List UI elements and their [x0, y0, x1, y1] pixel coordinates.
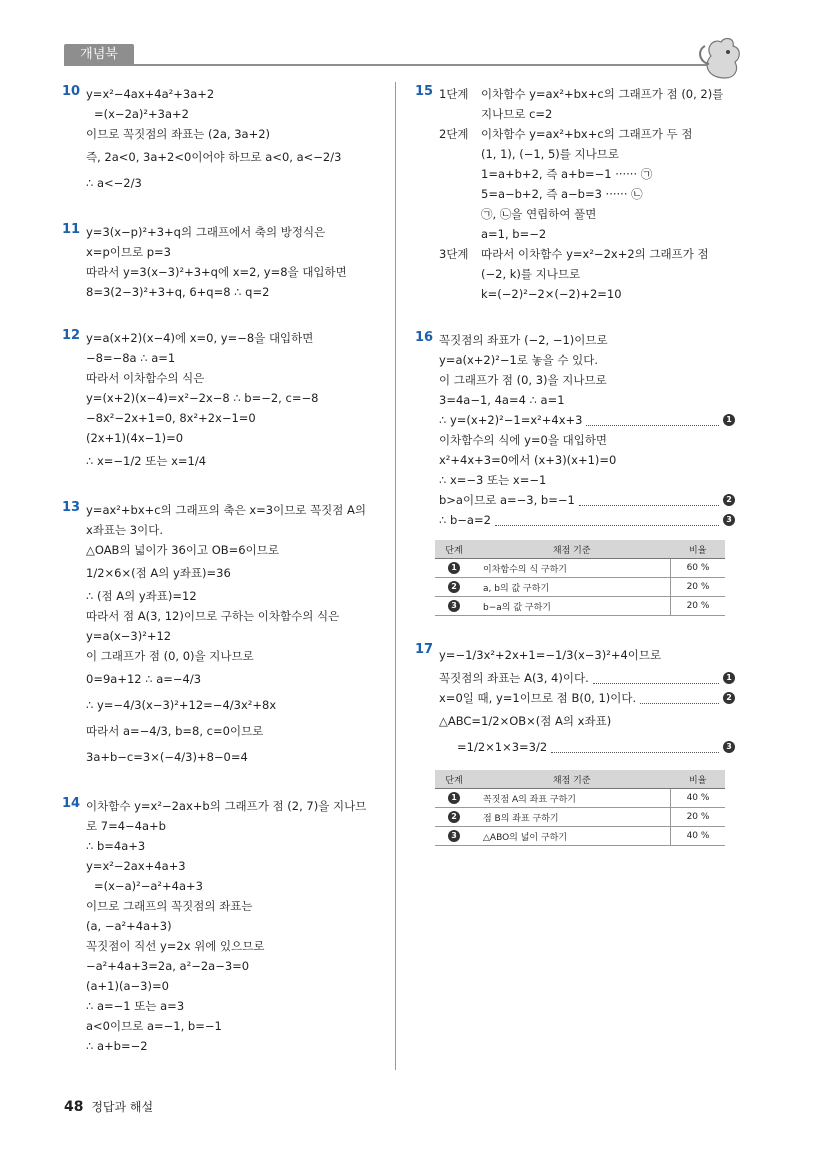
solution-line: (2x+1)(4x−1)=0: [86, 431, 184, 445]
solution-line: y=a(x+2)²−1로 놓을 수 있다.: [439, 353, 599, 367]
solution-line: 0=9a+12 ∴ a=−4/3: [86, 672, 202, 686]
solution-line: y=a(x−3)²+12: [86, 629, 172, 643]
solution-line: y=x²−2ax+4a+3: [86, 859, 186, 873]
solution-line: [439, 688, 735, 708]
table-cell: 20 %: [671, 578, 726, 597]
solution-line: 즉, 2a<0, 3a+2<0이어야 하므로 a<0, a<−2/3: [86, 150, 342, 164]
squirrel-mascot-icon: [695, 34, 745, 82]
solution-line: (−2, k)를 지나므로: [481, 267, 581, 281]
solution-line: 3a+b−c=3×(−4/3)+8−0=4: [86, 750, 248, 764]
scoring-table: [435, 770, 725, 846]
problem-16: [415, 330, 735, 616]
table-header: 비율: [671, 540, 726, 559]
solution-line: y=a(x+2)(x−4)에 x=0, y=−8을 대입하면: [86, 331, 314, 345]
section-tab: 개념북: [64, 44, 134, 66]
solution-line: (a+1)(a−3)=0: [86, 979, 169, 993]
solution-line: ∴ a<−2/3: [86, 176, 142, 190]
table-row: [435, 827, 725, 846]
solution-line: 꼭짓점이 직선 y=2x 위에 있으므로: [86, 939, 265, 953]
step-marker-icon: 1: [723, 414, 735, 426]
solution-line: ∴ y=−4/3(x−3)²+12=−4/3x²+8x: [86, 698, 277, 712]
step-marker-icon: 1: [723, 672, 735, 684]
problem-number: 13: [62, 500, 81, 515]
solution-line: 이므로 꼭짓점의 좌표는 (2a, 3a+2): [86, 127, 271, 141]
solution-line: y=3(x−p)²+3+q의 그래프에서 축의 방정식은: [86, 225, 326, 239]
problem-number: 14: [62, 796, 81, 811]
table-cell: b−a의 값 구하기: [473, 597, 671, 616]
solution-line: (1, 1), (−1, 5)를 지나므로: [481, 147, 619, 161]
solution-line: 로 7=4−4a+b: [86, 819, 166, 833]
dotted-leader: [579, 495, 719, 506]
solution-line: 이차함수의 식에 y=0을 대입하면: [439, 433, 608, 447]
table-row: [435, 559, 725, 578]
table-header-row: [435, 770, 725, 789]
solution-text: ∴ y=(x+2)²−1=x²+4x+3: [439, 413, 583, 427]
table-cell: 20 %: [671, 808, 726, 827]
table-cell: 꼭짓점 A의 좌표 구하기: [473, 789, 671, 808]
table-cell: 20 %: [671, 597, 726, 616]
solution-line: x좌표는 3이다.: [86, 523, 163, 537]
table-row: [435, 578, 725, 597]
step-marker-icon: 2: [723, 494, 735, 506]
step-marker-icon: 2: [448, 811, 460, 823]
solution-line: 이차함수 y=ax²+bx+c의 그래프가 점 (0, 2)를: [481, 87, 724, 101]
solution-line: [439, 510, 735, 530]
column-divider: [395, 82, 396, 1070]
solution-line: 1=a+b+2, 즉 a+b=−1 ······ ㉠: [481, 167, 653, 181]
solution-line: 이므로 그래프의 꼭짓점의 좌표는: [86, 899, 253, 913]
table-header: 단계: [435, 540, 473, 559]
solution-text: 꼭짓점의 좌표는 A(3, 4)이다.: [439, 671, 589, 685]
step-label: 3단계: [439, 247, 469, 261]
step-marker-icon: 1: [448, 562, 460, 574]
header-rule: [64, 64, 714, 66]
solution-line: 따라서 점 A(3, 12)이므로 구하는 이차함수의 식은: [86, 609, 340, 623]
solution-line: 이 그래프가 점 (0, 3)을 지나므로: [439, 373, 607, 387]
solution-text: =1/2×1×3=3/2: [457, 740, 548, 754]
solution-line: a<0이므로 a=−1, b=−1: [86, 1019, 222, 1033]
solution-line: 이 그래프가 점 (0, 0)을 지나므로: [86, 649, 254, 663]
problem-number: 11: [62, 222, 81, 237]
problem-number: 15: [415, 84, 434, 99]
solution-text: x=0일 때, y=1이므로 점 B(0, 1)이다.: [439, 691, 637, 705]
solution-line: 1/2×6×(점 A의 y좌표)=36: [86, 566, 231, 580]
dotted-leader: [593, 673, 719, 684]
solution-line: [439, 410, 735, 430]
table-cell: 60 %: [671, 559, 726, 578]
solution-line: △ABC=1/2×OB×(점 A의 x좌표): [439, 714, 612, 728]
solution-line: −8=−8a ∴ a=1: [86, 351, 176, 365]
solution-line: ∴ x=−1/2 또는 x=1/4: [86, 454, 207, 468]
solution-line: x=p이므로 p=3: [86, 245, 171, 259]
step-1: [439, 84, 735, 124]
solution-line: ∴ a+b=−2: [86, 1039, 148, 1053]
solution-line: a=1, b=−2: [481, 227, 547, 241]
solution-line: 5=a−b+2, 즉 a−b=3 ······ ㉡: [481, 187, 643, 201]
table-header: 단계: [435, 770, 473, 789]
step-label: 2단계: [439, 127, 469, 141]
step-2: [439, 124, 735, 244]
right-column: [415, 84, 735, 872]
solution-line: x²+4x+3=0에서 (x+3)(x+1)=0: [439, 453, 617, 467]
table-cell: 40 %: [671, 827, 726, 846]
solution-line: 따라서 이차함수 y=x²−2x+2의 그래프가 점: [481, 247, 709, 261]
solution-line: 8=3(2−3)²+3+q, 6+q=8 ∴ q=2: [86, 285, 270, 299]
solution-line: 따라서 y=3(x−3)²+3+q에 x=2, y=8을 대입하면: [86, 265, 347, 279]
dotted-leader: [551, 742, 719, 753]
solution-line: 따라서 a=−4/3, b=8, c=0이므로: [86, 724, 264, 738]
solution-line: 이차함수 y=ax²+bx+c의 그래프가 두 점: [481, 127, 693, 141]
dotted-leader: [495, 515, 719, 526]
footer-section-title: 정답과 해설: [91, 1100, 154, 1114]
solution-line: k=(−2)²−2×(−2)+2=10: [481, 287, 622, 301]
solution-line: =(x−a)²−a²+4a+3: [94, 879, 203, 893]
left-column: [62, 84, 380, 1082]
step-marker-icon: 3: [723, 514, 735, 526]
step-marker-icon: 2: [723, 692, 735, 704]
table-header: 비율: [671, 770, 726, 789]
solution-line: (a, −a²+4a+3): [86, 919, 172, 933]
solution-line: [439, 490, 735, 510]
dotted-leader: [640, 693, 719, 704]
solution-line: 지나므로 c=2: [481, 107, 553, 121]
problem-12: [62, 328, 380, 474]
solution-line: y=ax²+bx+c의 그래프의 축은 x=3이므로 꼭짓점 A의: [86, 503, 367, 517]
solution-line: [439, 668, 735, 688]
solution-line: ∴ b=4a+3: [86, 839, 146, 853]
solution-line: [439, 734, 735, 760]
table-header: 채점 기준: [473, 770, 671, 789]
solution-line: △OAB의 넓이가 36이고 OB=6이므로: [86, 543, 279, 557]
solution-line: =(x−2a)²+3a+2: [94, 107, 189, 121]
table-row: [435, 789, 725, 808]
table-cell: 40 %: [671, 789, 726, 808]
table-cell: 점 B의 좌표 구하기: [473, 808, 671, 827]
problem-number: 10: [62, 84, 81, 99]
page-number: 48: [64, 1099, 84, 1115]
step-marker-icon: 3: [723, 741, 735, 753]
solution-line: y=(x+2)(x−4)=x²−2x−8 ∴ b=−2, c=−8: [86, 391, 319, 405]
problem-15: [415, 84, 735, 304]
step-marker-icon: 3: [448, 600, 460, 612]
table-header-row: [435, 540, 725, 559]
solution-line: ∴ (점 A의 y좌표)=12: [86, 589, 197, 603]
solution-line: y=x²−4ax+4a²+3a+2: [86, 87, 215, 101]
table-row: [435, 597, 725, 616]
problem-14: [62, 796, 380, 1056]
step-marker-icon: 1: [448, 792, 460, 804]
problem-11: [62, 222, 380, 302]
solution-line: −8x²−2x+1=0, 8x²+2x−1=0: [86, 411, 256, 425]
solution-line: ㉠, ㉡을 연립하여 풀면: [481, 207, 597, 221]
step-marker-icon: 3: [448, 830, 460, 842]
solution-line: 꼭짓점의 좌표가 (−2, −1)이므로: [439, 333, 608, 347]
step-3: [439, 244, 735, 304]
solution-line: 따라서 이차함수의 식은: [86, 371, 205, 385]
table-row: [435, 808, 725, 827]
problem-13: [62, 500, 380, 770]
solution-text: ∴ b−a=2: [439, 513, 491, 527]
table-cell: △ABO의 넓이 구하기: [473, 827, 671, 846]
solution-text: b>a이므로 a=−3, b=−1: [439, 493, 575, 507]
problem-10: [62, 84, 380, 196]
problem-17: [415, 642, 735, 846]
solution-line: 이차함수 y=x²−2ax+b의 그래프가 점 (2, 7)을 지나므: [86, 799, 367, 813]
solution-line: ∴ a=−1 또는 a=3: [86, 999, 185, 1013]
scoring-table: [435, 540, 725, 616]
problem-number: 12: [62, 328, 81, 343]
problem-number: 16: [415, 330, 434, 345]
page-footer: [64, 1098, 153, 1115]
step-marker-icon: 2: [448, 581, 460, 593]
problem-number: 17: [415, 642, 434, 657]
solution-line: 3=4a−1, 4a=4 ∴ a=1: [439, 393, 565, 407]
dotted-leader: [586, 415, 719, 426]
solution-line: −a²+4a+3=2a, a²−2a−3=0: [86, 959, 250, 973]
solution-line: ∴ x=−3 또는 x=−1: [439, 473, 547, 487]
table-cell: a, b의 값 구하기: [473, 578, 671, 597]
solution-line: y=−1/3x²+2x+1=−1/3(x−3)²+4이므로: [439, 648, 662, 662]
step-label: 1단계: [439, 87, 469, 101]
table-cell: 이차함수의 식 구하기: [473, 559, 671, 578]
table-header: 채점 기준: [473, 540, 671, 559]
